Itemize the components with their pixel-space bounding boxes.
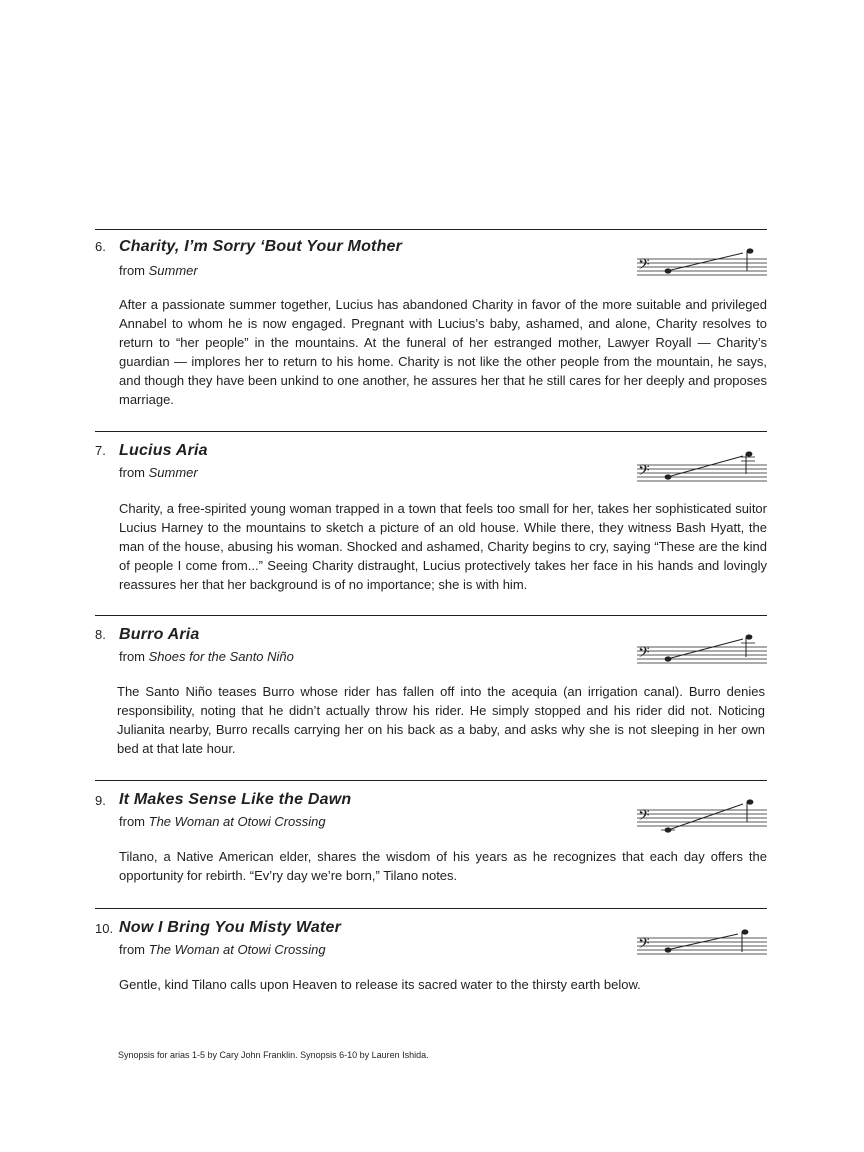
- aria-synopsis: The Santo Niño teases Burro whose rider has fallen off into the acequia (an irrigation canal). Burro denies responsibility, noting that he didn’t actually throw his rider. He simply stopped and his rider did not. Noticing Julianita nearby, Burro recalls carrying her on his back as a baby, and asks why she is not sleeping in her own bed at that late hour.: [117, 684, 765, 756]
- aria-entry: [95, 615, 767, 756]
- opera-title: The Woman at Otowi Crossing: [148, 942, 326, 957]
- low-note: [665, 474, 672, 479]
- vocal-range-staff: [637, 925, 767, 965]
- opera-title: Summer: [148, 465, 198, 480]
- aria-source: [119, 942, 326, 957]
- high-note: [747, 248, 754, 253]
- vocal-range-staff: [637, 448, 767, 488]
- low-note: [665, 268, 672, 273]
- bass-clef-icon: 𝄢: [638, 807, 650, 828]
- vocal-range-staff: [637, 797, 767, 837]
- aria-number: 10.: [95, 921, 114, 936]
- aria-title: Charity, I’m Sorry ‘Bout Your Mother: [119, 238, 403, 255]
- from-label: from: [119, 814, 145, 829]
- high-note: [747, 799, 754, 804]
- low-note: [665, 656, 672, 661]
- opera-title: Shoes for the Santo Niño: [148, 649, 294, 664]
- bass-clef-icon: 𝄢: [638, 644, 650, 665]
- aria-source: [119, 465, 198, 480]
- high-note: [742, 929, 749, 934]
- vocal-range-staff: [637, 632, 767, 672]
- bass-clef-icon: 𝄢: [638, 935, 650, 956]
- bass-clef-icon: 𝄢: [638, 256, 650, 277]
- aria-number: 9.: [95, 793, 106, 808]
- aria-entry: [95, 431, 767, 592]
- aria-source: [119, 814, 326, 829]
- aria-synopsis: Gentle, kind Tilano calls upon Heaven to release its sacred water to the thirsty earth below.: [119, 977, 641, 992]
- aria-title: Lucius Aria: [119, 442, 208, 459]
- high-note: [746, 451, 753, 456]
- aria-entry: [95, 229, 767, 407]
- aria-synopsis: Tilano, a Native American elder, shares the wisdom of his years as he recognizes that each day offers the opportunity for rebirth. “Ev’ry day we’re born,” Tilano notes.: [119, 849, 767, 883]
- aria-number: 8.: [95, 627, 106, 642]
- opera-title: Summer: [148, 263, 198, 278]
- from-label: from: [119, 465, 145, 480]
- aria-source: [119, 263, 198, 278]
- from-label: from: [119, 649, 145, 664]
- footer-credits: Synopsis for arias 1-5 by Cary John Franklin. Synopsis 6-10 by Lauren Ishida.: [118, 1050, 429, 1060]
- range-line: [671, 804, 743, 829]
- from-label: from: [119, 263, 145, 278]
- aria-synopsis: After a passionate summer together, Lucius has abandoned Charity in favor of the more suitable and privileged Annabel to whom he is now engaged. Pregnant with Lucius’s baby, ashamed, and alone, Charity resolves to return to “her people” in the mountains. At the funeral of her estranged mother, Lawyer Royall — Charity’s guardian — implores her to return to his home. Charity is not like the other people from the mountain, he says, and though they have been unkind to one another, he assures her that he still cares for her deeply and proposes marriage.: [119, 297, 767, 407]
- aria-source: [119, 649, 294, 664]
- opera-title: The Woman at Otowi Crossing: [148, 814, 326, 829]
- aria-title: It Makes Sense Like the Dawn: [119, 791, 352, 808]
- low-note: [665, 947, 672, 952]
- aria-number: 6.: [95, 239, 106, 254]
- from-label: from: [119, 942, 145, 957]
- aria-entry: [95, 908, 767, 992]
- range-line: [671, 253, 743, 270]
- range-line: [671, 934, 738, 949]
- aria-title: Now I Bring You Misty Water: [119, 919, 342, 936]
- vocal-range-staff: [637, 246, 767, 286]
- aria-number: 7.: [95, 443, 106, 458]
- aria-title: Burro Aria: [119, 626, 200, 643]
- aria-entry: [95, 780, 767, 883]
- low-note: [665, 827, 672, 832]
- aria-synopsis: Charity, a free-spirited young woman trapped in a town that feels too small for her, takes her sophisticated suitor Lucius Harney to the mountains to sketch a picture of an old house. While there, they witness Bash Hyatt, the man of the house, abusing his woman. Shocked and ashamed, Charity begins to cry, saying “These are the kind of people I come from...” Seeing Charity distraught, Lucius protectively takes her face in his hands and lovingly reassures her that her background is of no importance; she is with him.: [119, 501, 767, 592]
- bass-clef-icon: 𝄢: [638, 462, 650, 483]
- high-note: [746, 634, 753, 639]
